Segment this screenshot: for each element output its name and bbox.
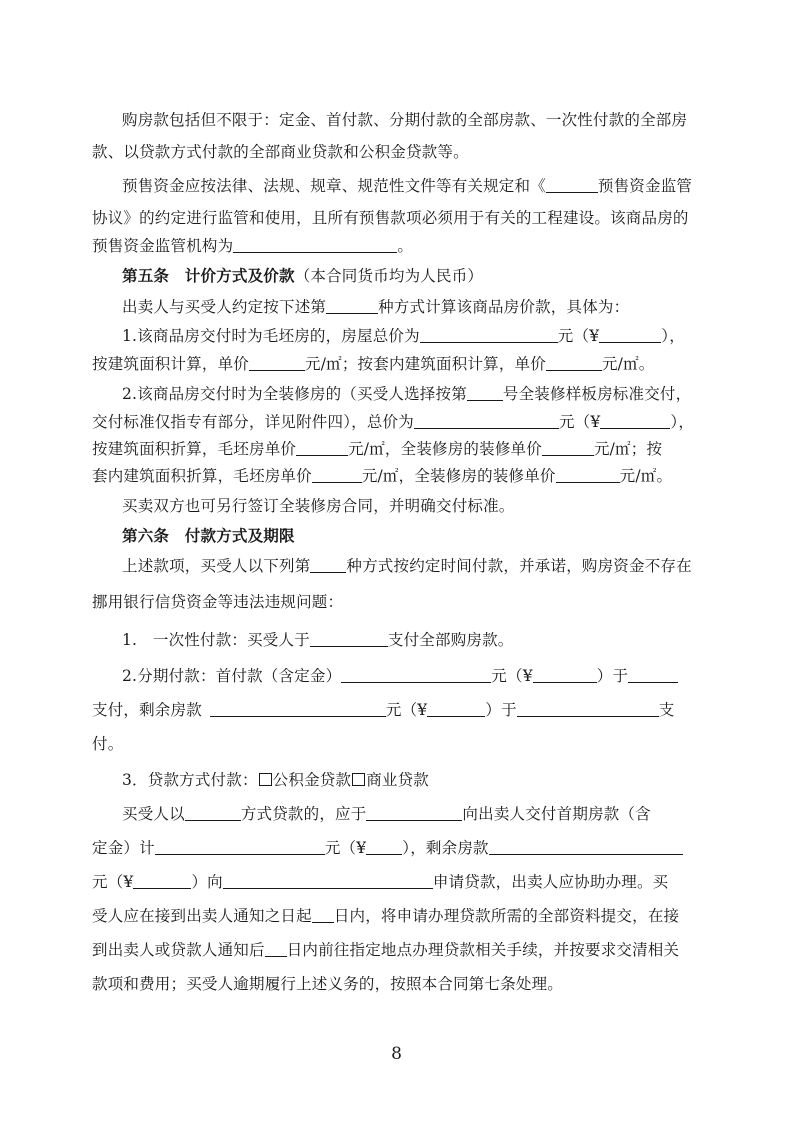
text: 定金）计 — [92, 839, 155, 857]
paragraph-line — [122, 176, 692, 196]
text: 元/㎡。 — [601, 355, 655, 373]
blank-field — [600, 413, 670, 429]
text: 交付标准仅指专有部分，详见附件四），总价为 — [92, 413, 414, 431]
blank-field — [310, 557, 346, 573]
blank-field — [414, 413, 559, 429]
blank-field — [341, 667, 491, 683]
paragraph-line — [92, 906, 679, 926]
paragraph-line — [122, 770, 429, 790]
blank-field — [326, 298, 378, 314]
blank-field — [133, 873, 191, 889]
text: 元（¥ — [557, 327, 600, 345]
text: ）于 — [485, 701, 517, 719]
article-heading — [122, 266, 483, 286]
text: 预售资金监管机构为 — [92, 237, 234, 255]
paragraph-line — [92, 354, 654, 374]
text: 元/㎡。 — [619, 467, 673, 485]
blank-field — [265, 941, 287, 957]
text: 2.分期付款：首付款（含定金） — [122, 667, 342, 685]
text: 申请贷款，出卖人应协助办理。买 — [432, 873, 669, 891]
text: 种方式按约定时间付款，并承诺，购房资金不存在 — [346, 557, 692, 575]
text: 预售资金监管 — [597, 177, 693, 195]
text: 向出卖人交付首期房款（含 — [462, 805, 651, 823]
text: 元/㎡，全装修房的装修单价 — [348, 440, 542, 458]
text: ），剩余房款 — [402, 839, 489, 857]
blank-field — [366, 839, 402, 855]
text: 方式贷款的，应于 — [240, 805, 367, 823]
text: 3．贷款方式付款： — [122, 771, 258, 789]
text: 支付全部购房款。 — [387, 631, 514, 649]
paragraph-line — [122, 630, 514, 650]
text: 元（¥ — [92, 873, 134, 891]
text: 按建筑面积计算，单价 — [92, 355, 250, 373]
paragraph-line — [92, 872, 668, 892]
text: 支 — [658, 701, 675, 719]
blank-field — [223, 873, 433, 889]
paragraph-line — [92, 838, 683, 858]
checkbox-provident-fund[interactable] — [259, 773, 272, 786]
text: 支付，剩余房款 — [92, 701, 202, 719]
text: 日内，将申请办理贷款所需的全部资料提交，在接 — [333, 907, 680, 925]
blank-field — [185, 805, 241, 821]
paragraph-line — [122, 666, 678, 686]
text: 买受人以 — [122, 805, 185, 823]
blank-field — [210, 701, 386, 717]
text: 元（¥ — [385, 701, 428, 719]
text: 。 — [397, 237, 414, 255]
blank-field — [249, 355, 305, 371]
blank-field — [542, 440, 594, 456]
text: ）， — [661, 327, 685, 345]
blank-field — [546, 355, 602, 371]
blank-field — [546, 177, 598, 193]
article-title: 第六条 付款方式及期限 — [122, 526, 295, 545]
text: 预售资金应按法律、法规、规章、规范性文件等有关规定和《 — [122, 177, 546, 195]
text: 上述款项，买受人以下列第 — [122, 557, 311, 575]
blank-field — [420, 327, 558, 343]
blank-field — [517, 701, 659, 717]
text: 套内建筑面积折算，毛坯房单价 — [92, 467, 312, 485]
text: ）， — [670, 413, 695, 431]
text: 元/㎡，全装修房的装修单价 — [361, 467, 556, 485]
checkbox-label: 公积金贷款 — [272, 771, 352, 789]
text: 日内前往指定地点办理贷款相关手续，并按要求交清相关 — [286, 941, 680, 959]
paragraph-line: 买卖双方也可另行签订全装修房合同，并明确交付标准。 — [122, 497, 515, 515]
text: 元（¥ — [324, 839, 367, 857]
blank-field — [312, 907, 334, 923]
blank-field — [155, 839, 325, 855]
text: ）于 — [596, 667, 629, 685]
text: 元/㎡；按套内建筑面积计算，单价 — [305, 355, 546, 373]
blank-field — [366, 805, 462, 821]
text: 2.该商品房交付时为全装修房的（买受人选择按第 — [122, 385, 467, 403]
text: 出卖人与买受人约定按下述第 — [122, 298, 327, 316]
text: 元/㎡；按 — [593, 440, 663, 458]
article-title: 第五条 计价方式及价款 — [122, 266, 295, 285]
text: 号全装修样板房标准交付， — [502, 385, 692, 403]
paragraph-line — [92, 236, 413, 256]
blank-field — [556, 467, 620, 483]
text: 按建筑面积折算，毛坯房单价 — [92, 440, 297, 458]
paragraph-line — [92, 466, 672, 486]
paragraph-line — [92, 412, 694, 432]
blank-field — [628, 667, 678, 683]
paragraph-line: 挪用银行信贷资金等违法违规问题： — [92, 593, 344, 611]
paragraph-line — [92, 940, 679, 960]
paragraph-line — [92, 700, 674, 720]
blank-field — [296, 440, 348, 456]
paragraph-line: 付。 — [92, 735, 124, 753]
blank-field — [427, 701, 485, 717]
paragraph-line — [122, 556, 692, 576]
paragraph-line — [122, 297, 629, 317]
paragraph-line — [92, 439, 662, 459]
blank-field — [489, 839, 683, 855]
blank-field — [467, 385, 503, 401]
text: 1.该商品房交付时为毛坯房的，房屋总价为 — [122, 327, 420, 345]
paragraph-line — [122, 384, 691, 404]
text: 受人应在接到出卖人通知之日起 — [92, 907, 312, 925]
page-number: 8 — [391, 1044, 402, 1064]
text: 到出卖人或贷款人通知后 — [92, 941, 265, 959]
paragraph-line: 款项和费用；买受人逾期履行上述义务的，按照本合同第七条处理。 — [92, 975, 564, 993]
blank-field — [310, 631, 388, 647]
text: 元（¥ — [558, 413, 601, 431]
blank-field — [233, 237, 397, 253]
paragraph-line — [122, 804, 651, 824]
blank-field — [599, 327, 661, 343]
checkbox-commercial-loan[interactable] — [352, 773, 365, 786]
blank-field — [312, 467, 362, 483]
paragraph-line: 协议》的约定进行监管和使用，且所有预售款项必须用于有关的工程建设。该商品房的 — [92, 209, 689, 227]
blank-field — [533, 667, 597, 683]
text: ）向 — [191, 873, 223, 891]
paragraph-line: 购房款包括但不限于：定金、首付款、分期付款的全部房款、一次性付款的全部房 — [122, 111, 688, 129]
text: 1. 一次性付款：买受人于 — [122, 631, 310, 649]
paragraph-line — [122, 326, 685, 346]
paragraph-line: 款、以贷款方式付款的全部商业贷款和公积金贷款等。 — [92, 143, 469, 161]
text: 元（¥ — [491, 667, 533, 685]
checkbox-label: 商业贷款 — [366, 771, 429, 789]
text: 种方式计算该商品房价款，具体为： — [378, 298, 630, 316]
article-note: （本合同货币均为人民币） — [294, 267, 484, 285]
